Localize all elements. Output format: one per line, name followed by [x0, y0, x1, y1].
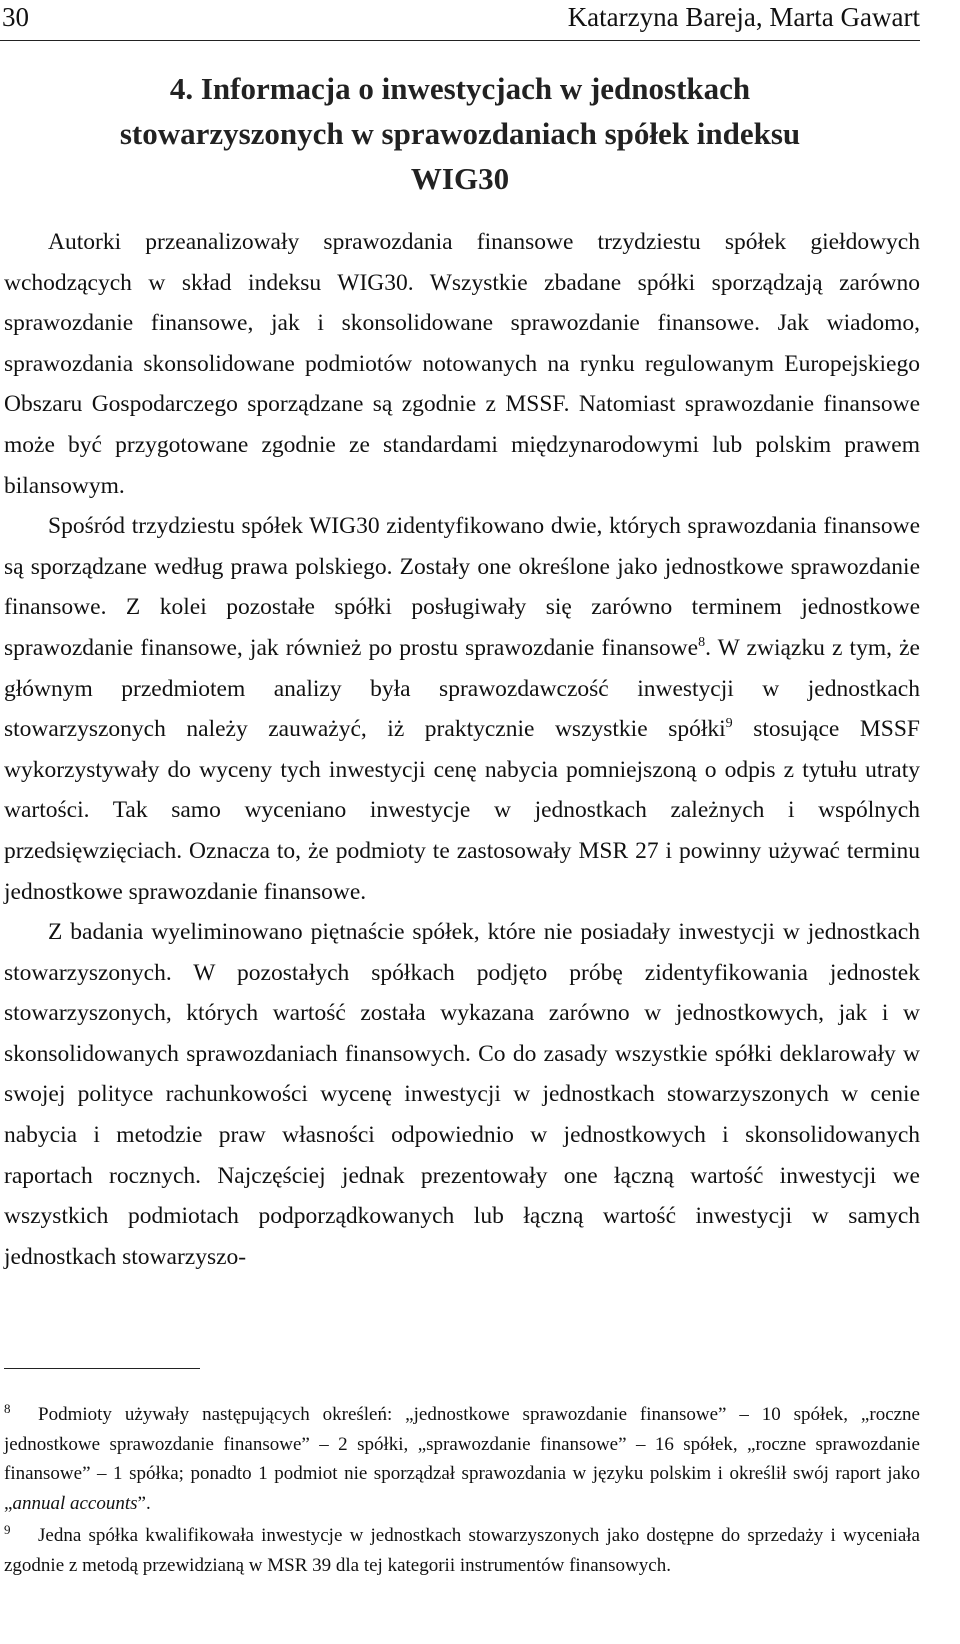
footnote-ref[interactable]: 9 — [725, 716, 733, 732]
running-head-authors: Katarzyna Bareja, Marta Gawart — [567, 2, 920, 32]
section-title-line: stowarzyszonych w sprawozdaniach spółek indeksu — [119, 116, 801, 151]
footnote-text: ”. — [137, 1493, 151, 1515]
paragraph: Autorki przeanalizowały sprawozdania finansowe trzydziestu spółek giełdowych wchodzących w skład indeksu WIG30. Wszystkie zbadane spółki sporządzają zarówno sprawozdanie finansowe, jak i skonsolidowane sprawozdanie finansowe. Jak wiadomo, sprawozdania skonsolidowane podmiotów notowanych na rynku regulowanym Europejskiego Obszaru Gospodarczego sporządzane są zgodnie z MSSF. Natomiast sprawozdanie finansowe może być przygotowane zgodnie ze standardami międzynarodowymi lub polskim prawem bilansowym. — [4, 229, 920, 499]
footnote-ref[interactable]: 8 — [698, 635, 706, 651]
footnote — [4, 1400, 920, 1519]
footnotes — [4, 1400, 920, 1582]
section-title-line: 4. Informacja o inwestycjach w jednostkach — [169, 71, 751, 106]
paragraph-text: Spośród trzydziestu spółek WIG30 zidentyfikowano dwie, których sprawozdania finansowe są sporządzane według prawa polskiego. Zostały one określone jako jednostkowe sprawozdanie finansowe. Z kolei pozostałe spółki posługiwały się zarówno terminem jednostkowe sprawozdanie finansowe, jak również po prostu sprawozdanie finansowe — [4, 513, 920, 661]
section-title-line: WIG30 — [410, 161, 510, 196]
footnote — [4, 1521, 920, 1580]
footnote-italic-text: annual accounts — [12, 1493, 138, 1515]
footnote-text: Jedna spółka kwalifikowała inwestycje w jednostkach stowarzyszonych jako dostępne do sprzedaży i wyceniała zgodnie z metodą przewidzianą w MSR 39 dla tej kategorii instrumentów finansowych. — [4, 1524, 920, 1576]
footnote-text: Podmioty używały następujących określeń: „jednostkowe sprawozdanie finansowe” – 10 spółek, „roczne jednostkowe sprawozdanie finansowe” – 2 spółki, „sprawozdanie finansowe” – 16 spółek, „roczne sprawozdanie finansowe” – 1 spółka; ponadto 1 podmiot nie sporządzał sprawozdania w języku polskim i określił swój raport jako „ — [4, 1404, 920, 1515]
footnote-mark: 8 — [4, 1401, 11, 1416]
section-title — [0, 66, 920, 201]
page-number: 30 — [2, 2, 29, 32]
paragraph-text: . W związku z tym, że głównym przedmiotem analizy była sprawozdawczość inwestycji w jednostkach stowarzyszonych należy zauważyć, iż praktycznie wszystkie spółki — [4, 634, 920, 743]
paragraph — [4, 506, 920, 912]
paragraph: Z badania wyeliminowano piętnaście spółek, które nie posiadały inwestycji w jednostkach stowarzyszonych. W pozostałych spółkach podjęto próbę zidentyfikowania jednostek stowarzyszonych, których wartość została wykazana zarówno w jednostkowych, jak i w skonsolidowanych sprawozdaniach finansowych. Co do zasady wszystkie spółki deklarowały w swojej polityce rachunkowości wycenę inwestycji w jednostkach stowarzyszonych w cenie nabycia i metodzie praw własności odpowiednio w jednostkowych i skonsolidowanych raportach rocznych. Najczęściej jednak prezentowały one łączną wartość inwestycji we wszystkich podmiotach podporządkowanych lub łączną wartość inwestycji w samych jednostkach stowarzyszo- — [4, 919, 920, 1270]
footnote-separator — [4, 1368, 200, 1369]
body-text — [4, 222, 920, 1277]
footnote-mark: 9 — [4, 1521, 11, 1537]
running-header — [0, 0, 920, 41]
paragraph-text: stosujące MSSF wykorzystywały do wyceny tych inwestycji cenę nabycia pomniejszoną o odpis z tytułu utraty wartości. Tak samo wyceniano inwestycje w jednostkach zależnych i wspólnych przedsięwzięciach. Oznacza to, że podmioty te zastosowały MSR 27 i powinny używać terminu jednostkowe sprawozdanie finansowe. — [4, 716, 920, 905]
